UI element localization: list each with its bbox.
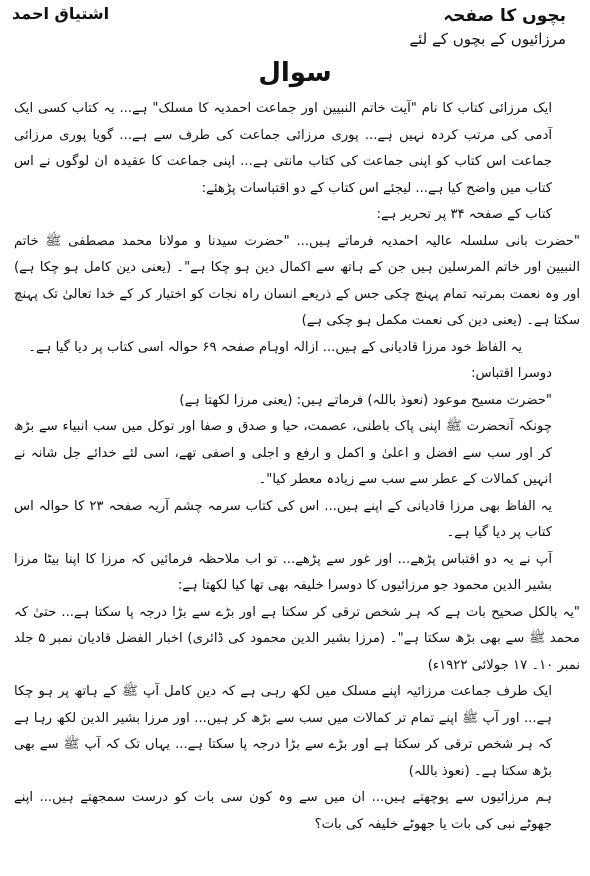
section-subtitle: مرزائیوں کے بچوں کے لئے bbox=[409, 30, 566, 48]
author-name: اشتیاق احمد bbox=[12, 4, 110, 23]
paragraph: دوسرا اقتباس: bbox=[471, 366, 552, 381]
paragraph: ہم مرزائیوں سے پوچھتے ہیں... ان میں سے وہ کون سی بات کو درست سمجھتے ہیں... اپنے جھوٹے نبی کی بات یا جھوٹے خلیفہ کی بات؟ bbox=[14, 790, 552, 832]
paragraph: یہ الفاظ بھی مرزا قادیانی کے اپنے ہیں... اس کی کتاب سرمہ چشم آریہ صفحہ ۲۳ کا حوالہ اس کتاب پر دیا گیا ہے۔ bbox=[14, 498, 552, 540]
paragraph: ایک مرزائی کتاب کا نام "آیت خاتم النبیین اور جماعت احمدیہ کا مسلک" ہے... یہ کتاب کسی ایک آدمی کی مرتب کردہ نہیں ہے... پوری مرزائی جماعت کی طرف سے ہے... گویا پوری مرزائی جماعت اس کتاب کو اپنی جماعت کی کتاب مانتی ہے... اپنی جماعت کا عقیدہ ان لوگوں نے اس کتاب میں واضح کیا ہے... لیجئے اس کتاب کے دو اقتباسات پڑھئے: bbox=[14, 101, 552, 196]
quote-paragraph: "حضرت بانی سلسلہ عالیہ احمدیہ فرماتے ہیں... "حضرت سیدنا و مولانا محمد مصطفی ﷺ خاتم النبیین اور خاتم المرسلین ہیں جن کے ہاتھ سے اکمال دین ہو چکا ہے"۔ (یعنی دین کامل ہو چکا ہے) اور وہ نعمت بمرتبہ تمام پہنچ چکی جس کے ذریعے انسان راہ نجات کو اختیار کر کے خدا تعالیٰ تک پہنچ سکتا ہے۔ (یعنی دین کی نعمت مکمل ہو چکی ہے) bbox=[14, 233, 580, 328]
paragraph: ایک طرف جماعت مرزائیہ اپنے مسلک میں لکھ رہی ہے کہ دین کامل آپ ﷺ کے ہاتھ پر ہو چکا ہے... اور آپ ﷺ اپنے تمام تر کمالات میں سب سے بڑھ کر ہیں... اور مرزا بشیر الدین لکھ رہا ہے کہ ہر شخص ترقی کر سکتا ہے اور بڑے سے بڑا درجہ پا سکتا ہے... یہاں تک کہ آپ ﷺ سے بھی بڑھ سکتا ہے۔ (نعوذ باللہ) bbox=[14, 684, 552, 779]
quote-paragraph: چونکہ آنحضرت ﷺ اپنی پاک باطنی، عصمت، حیا و صدق و صفا اور توکل میں سب انبیاء سے بڑھ کر اور سب سے افضل و اعلیٰ و اکمل و ارفع و اجلی و اصفی تھے، اسی لئے خدائے جل شانہ نے انہیں کمالات کے عطر سے سب سے زیادہ معطر کیا"۔ bbox=[14, 419, 552, 487]
quote-paragraph: "حضرت مسیح موعود (نعوذ باللہ) فرماتے ہیں: (یعنی مرزا لکھتا ہے) bbox=[179, 392, 552, 408]
article-title: سوال bbox=[258, 58, 332, 88]
paragraph: یہ الفاظ خود مرزا قادیانی کے ہیں... ازالہ اوہام صفحہ ۶۹ حوالہ اسی کتاب پر دیا گیا ہے۔ bbox=[28, 339, 522, 355]
paragraph: کتاب کے صفحہ ۳۴ پر تحریر ہے: bbox=[376, 207, 552, 222]
section-title: بچوں کا صفحہ bbox=[443, 6, 566, 26]
article-body bbox=[14, 96, 580, 838]
paragraph: آپ نے یہ دو اقتباس پڑھے... اور غور سے پڑھے... تو اب ملاحظہ فرمائیں کہ مرزا کا اپنا بیٹا مرزا بشیر الدین محمود جو مرزائیوں کا دوسرا خلیفہ بھی تھا کیا لکھتا ہے: bbox=[14, 551, 552, 593]
quote-paragraph: "یہ بالکل صحیح بات ہے کہ ہر شخص ترقی کر سکتا ہے اور بڑے سے بڑا درجہ پا سکتا ہے... حتیٰ کہ محمد ﷺ سے بھی بڑھ سکتا ہے"۔ (مرزا بشیر الدین محمود کی ڈائری) اخبار الفضل قادیان نمبر ۵ جلد نمبر ۱۰۔ ۱۷ جولائی ۱۹۲۲ء) bbox=[14, 604, 580, 673]
page-header bbox=[409, 4, 566, 50]
